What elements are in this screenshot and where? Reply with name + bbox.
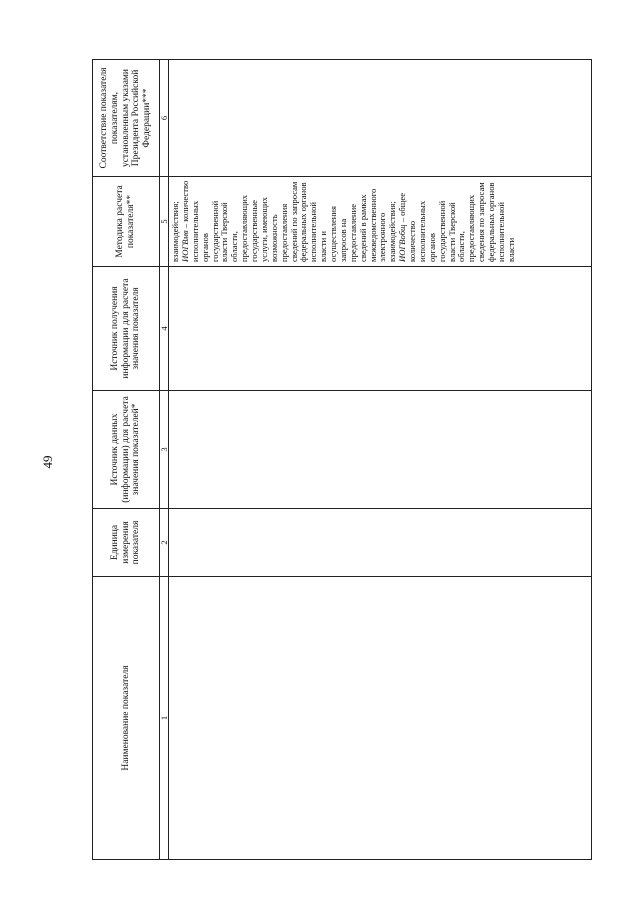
method-line: предоставления (278, 203, 289, 262)
method-line: услуги, имеющих (258, 197, 269, 262)
method-line: исполнительной (308, 202, 319, 262)
method-line: государственные (249, 200, 259, 262)
method-line: взаимодействия; (387, 201, 398, 262)
header-unit: Единица измерения показателя (93, 509, 160, 577)
column-number: 6 (160, 60, 169, 177)
header-compliance: Соответствие показателя показателям, установленным указами Президента Российской Федерации*** (93, 60, 160, 177)
method-line: межведомственного (367, 188, 378, 262)
indicator-table-container (92, 60, 592, 860)
table-header-row (93, 60, 160, 860)
method-line: федеральных органов (486, 182, 496, 262)
method-line: ИОГВобщ – общее (397, 192, 408, 262)
header-indicator-name: Наименование показателя (93, 577, 160, 860)
method-line: предоставляющих (466, 194, 477, 262)
cell-data-source (169, 391, 592, 509)
method-line: сведений в рамках (357, 194, 368, 262)
indicator-table (92, 59, 592, 860)
method-line: запросов на (337, 218, 348, 262)
cell-method (169, 177, 592, 267)
method-line: органов (199, 233, 210, 262)
page-number: 49 (40, 455, 55, 469)
method-line: взаимодействия; (170, 201, 180, 262)
cell-info-source (169, 267, 592, 391)
method-line: области, (456, 231, 467, 262)
method-line: государственной (436, 200, 447, 262)
table-row (169, 60, 592, 860)
method-line: осуществления (328, 206, 338, 262)
method-line: федеральных органов (298, 182, 309, 262)
method-line: возможность (268, 214, 279, 262)
method-line: исполнительной (495, 202, 506, 262)
method-line: области, (229, 231, 240, 262)
method-line: исполнительных (189, 200, 200, 262)
method-line: предоставляющих (239, 194, 250, 262)
method-line: количество (407, 220, 417, 262)
header-method: Методика расчета показателя** (93, 177, 160, 267)
method-line: государственной (209, 200, 220, 262)
method-line: предоставление (347, 203, 358, 262)
method-line: власти (505, 237, 516, 262)
cell-indicator-name (169, 577, 592, 860)
method-line: власти Тверской (446, 202, 457, 262)
cell-unit (169, 509, 592, 577)
method-line: сведений по запросам (288, 181, 299, 262)
column-number: 5 (160, 177, 169, 267)
method-line: электронного (377, 212, 388, 262)
header-info-source: Источник получения информации для расчета значения показателя (93, 267, 160, 391)
method-line: органов (426, 233, 437, 262)
column-number: 3 (160, 391, 169, 509)
column-number-row (160, 60, 169, 860)
column-number: 1 (160, 577, 169, 860)
method-line: сведения по запросам (476, 182, 487, 262)
method-line: власти Тверской (219, 202, 230, 262)
column-number: 2 (160, 509, 169, 577)
method-line: власти и (318, 231, 329, 262)
rotated-table (92, 60, 592, 860)
header-data-source: Источник данных (информации) для расчета значения показателей* (93, 391, 160, 509)
method-line: ИОГВмв – количество (179, 180, 190, 262)
column-number: 4 (160, 267, 169, 391)
method-lines (171, 181, 517, 262)
cell-compliance (169, 60, 592, 177)
method-line: исполнительных (416, 200, 427, 262)
